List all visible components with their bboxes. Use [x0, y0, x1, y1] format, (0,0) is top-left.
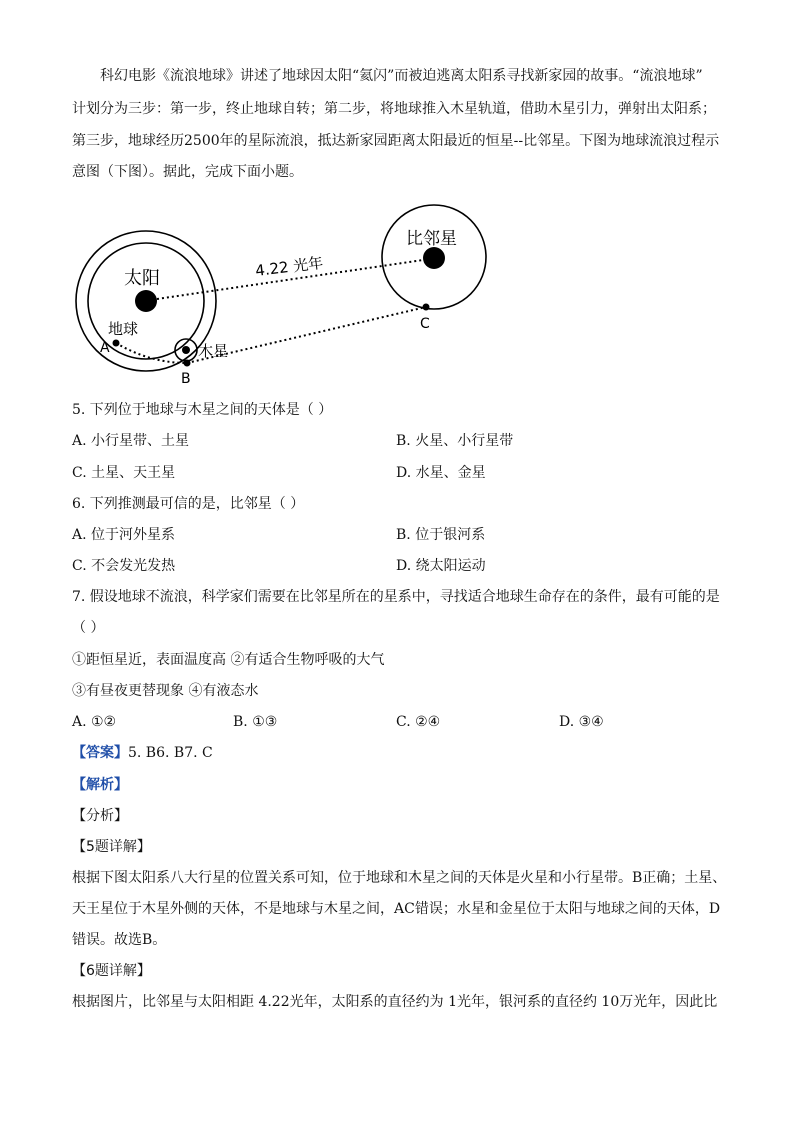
distance-label: 4.22 光年 — [254, 253, 325, 280]
q5-detail-line-3: 错误。故选B。 — [72, 932, 167, 948]
q6-option-b: B. 位于银河系 — [396, 527, 486, 543]
jupiter-dot — [182, 346, 190, 354]
sun-label: 太阳 — [124, 268, 160, 289]
q6-detail-line-1: 根据图片，比邻星与太阳相距 4.22光年，太阳系的直径约为 1光年，银河系的直径约 10万光年，因此比 — [72, 994, 718, 1010]
q5-option-d: D. 水星、金星 — [396, 465, 486, 481]
q5-detail-title: 【5题详解】 — [72, 839, 151, 855]
earth-wandering-diagram — [60, 200, 500, 390]
answer-line — [72, 743, 213, 763]
q6-stem: 6. 下列推测最可信的是，比邻星（ ） — [72, 496, 305, 512]
q6-option-d: D. 绕太阳运动 — [396, 558, 486, 574]
intro-line-1: 科幻电影《流浪地球》讲述了地球因太阳“氦闪”而被迫逃离太阳系寻找新家园的故事。“流浪地球” — [100, 68, 703, 84]
q6-detail-title: 【6题详解】 — [72, 963, 151, 979]
point-c-label: C — [420, 316, 430, 332]
q7-condition-1: ①距恒星近，表面温度高 ②有适合生物呼吸的大气 — [72, 652, 385, 668]
jupiter-label: 木星 — [198, 342, 229, 360]
q5-option-c: C. 土星、天王星 — [72, 465, 176, 481]
q7-stem: 7. 假设地球不流浪，科学家们需要在比邻星所在的星系中，寻找适合地球生命存在的条件，最有可能的是 — [72, 589, 720, 605]
earth-label: 地球 — [108, 320, 139, 338]
q7-option-c: C. ②④ — [396, 714, 441, 730]
sun-dot — [135, 290, 157, 312]
q7-paren: （ ） — [72, 620, 105, 636]
point-a-label: A — [100, 340, 110, 356]
intro-line-2: 计划分为三步：第一步，终止地球自转；第二步，将地球推入木星轨道，借助木星引力，弹射出太阳系； — [72, 101, 716, 117]
q7-option-d: D. ③④ — [559, 714, 604, 730]
q5-stem: 5. 下列位于地球与木星之间的天体是（ ） — [72, 402, 333, 418]
q5-option-b: B. 火星、小行星带 — [396, 433, 514, 449]
answer-tag: 【答案】 — [72, 745, 128, 761]
q6-option-c: C. 不会发光发热 — [72, 558, 176, 574]
point-c-dot — [423, 304, 430, 311]
q7-option-a: A. ①② — [72, 714, 117, 730]
fenxi-tag: 【分析】 — [72, 808, 128, 824]
q5-detail-line-2: 天王星位于木星外侧的天体，不是地球与木星之间，AC错误；水星和金星位于太阳与地球之间的天体，D — [72, 901, 721, 917]
proxima-dot — [423, 247, 445, 269]
proxima-label: 比邻星 — [406, 229, 457, 249]
q6-option-a: A. 位于河外星系 — [72, 527, 176, 543]
q7-condition-2: ③有昼夜更替现象 ④有液态水 — [72, 683, 259, 699]
point-b-label: B — [181, 371, 191, 387]
q5-detail-line-1: 根据下图太阳系八大行星的位置关系可知，位于地球和木星之间的天体是火星和小行星带。B正确；土星、 — [72, 870, 727, 886]
intro-line-4: 意图（下图）。据此，完成下面小题。 — [72, 164, 303, 180]
intro-line-3: 第三步，地球经历2500年的星际流浪，抵达新家园距离太阳最近的恒星--比邻星。下图为地球流浪过程示 — [72, 133, 720, 149]
q5-option-a: A. 小行星带、土星 — [72, 433, 190, 449]
path-b-to-c — [187, 307, 426, 363]
answer-text: 5. B6. B7. C — [128, 745, 213, 761]
jiexi-tag: 【解析】 — [72, 777, 128, 793]
q7-option-b: B. ①③ — [233, 714, 278, 730]
